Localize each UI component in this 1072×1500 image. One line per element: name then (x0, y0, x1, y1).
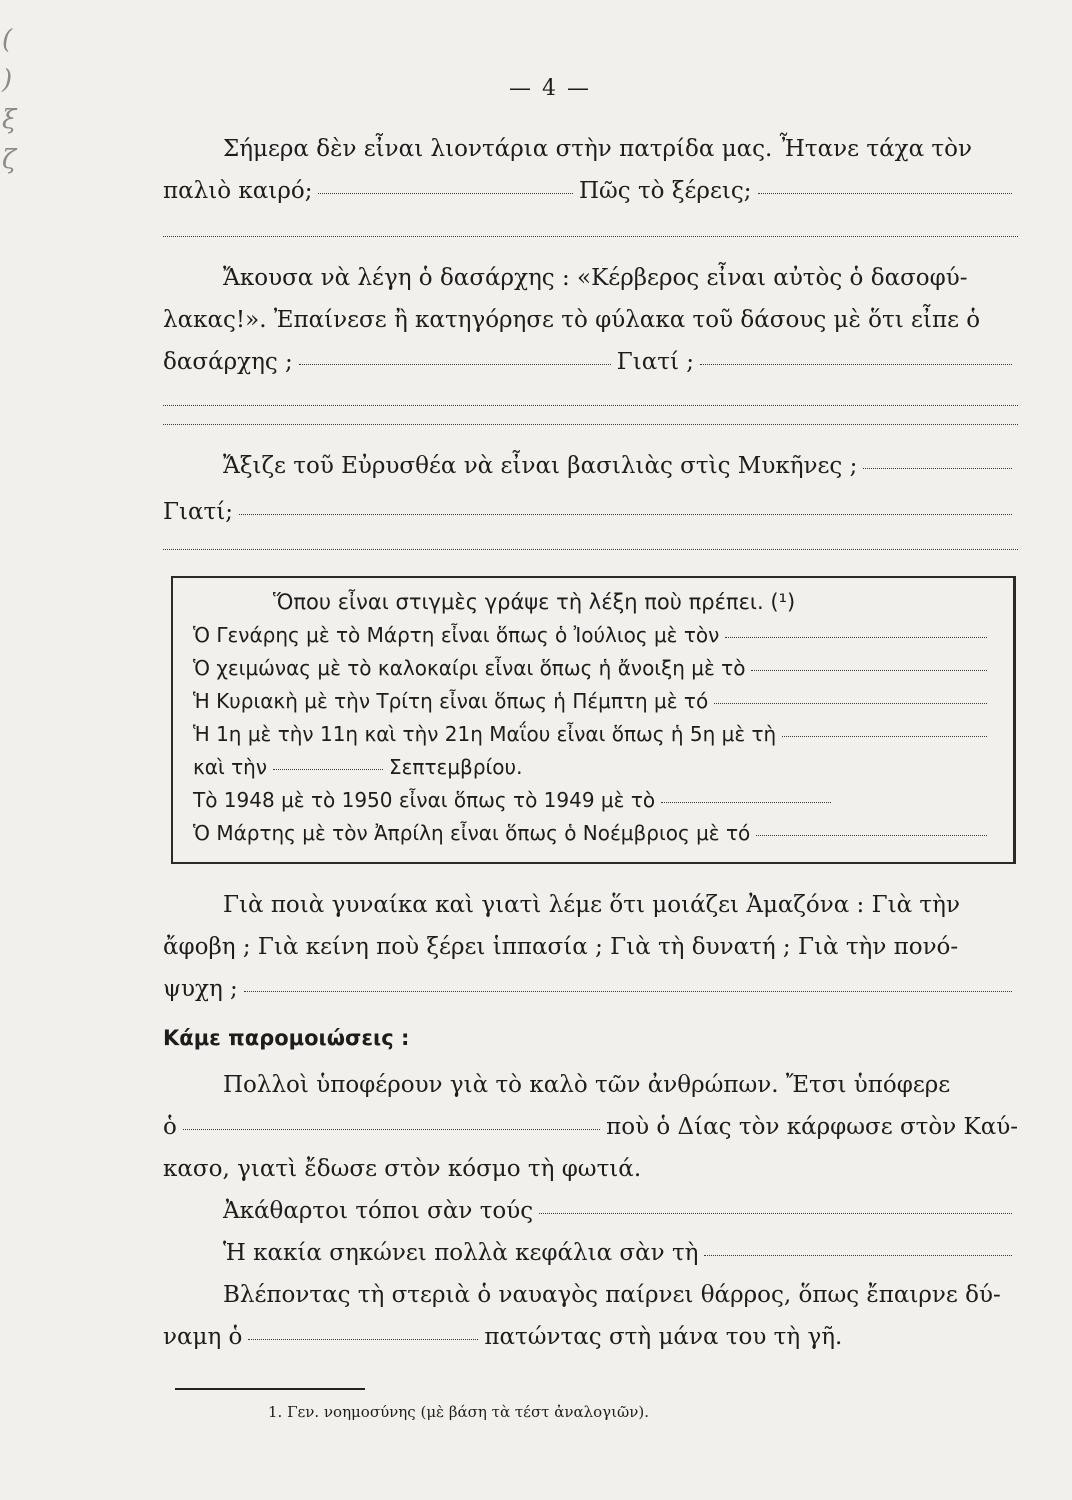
text-line (163, 1232, 1018, 1274)
answer-blank[interactable] (704, 1255, 1012, 1256)
text-line (163, 1106, 1018, 1148)
text-line (163, 299, 1018, 341)
answer-blank[interactable] (244, 991, 1012, 992)
question-text: ποὺ ὁ Δίας τὸν κάρφωσε στὸν Καύ- (606, 1114, 1018, 1140)
text-line (163, 341, 1018, 383)
analogy-box (171, 576, 1016, 864)
footnote-rule (175, 1388, 365, 1390)
section-heading: Κάμε παρομοιώσεις : (163, 1026, 410, 1050)
answer-blank[interactable] (714, 703, 987, 704)
question-text: Γιὰ ποιὰ γυναίκα καὶ γιατὶ λέμε ὅτι μοιάζει Ἀμαζόνα : Γιὰ τὴν (223, 892, 960, 918)
question-text: ὁ (163, 1114, 177, 1140)
question-text: Ἡ κακία σηκώνει πολλὰ κεφάλια σὰν τὴ (223, 1240, 699, 1266)
text-line (163, 257, 1018, 299)
box-row (193, 685, 993, 718)
answer-line[interactable] (163, 424, 1018, 425)
box-row-text: Ἡ 1η μὲ τὴν 11η καὶ τὴν 21η Μαΐου εἶναι ὅπως ἡ 5η μὲ τὴ (193, 722, 777, 746)
answer-blank[interactable] (751, 670, 987, 671)
question-text: Πολλοὶ ὑποφέρουν γιὰ τὸ καλὸ τῶν ἀνθρώπων. Ἔτσι ὑπόφερε (223, 1072, 951, 1098)
answer-blank[interactable] (700, 364, 1012, 365)
answer-blank[interactable] (299, 364, 611, 365)
question-text: Πῶς τὸ ξέρεις; (578, 178, 752, 204)
answer-blank[interactable] (863, 468, 1012, 469)
box-row-text: Ὁ Γενάρης μὲ τὸ Μάρτη εἶναι ὅπως ὁ Ἰούλιος μὲ τὸν (193, 623, 720, 647)
box-heading (193, 586, 993, 619)
question-text: Βλέποντας τὴ στεριὰ ὁ ναυαγὸς παίρνει θάρρος, ὅπως ἔπαιρνε δύ- (223, 1282, 1001, 1308)
margin-mark: ( (2, 25, 13, 55)
answer-line[interactable] (163, 549, 1018, 550)
text-line (163, 445, 1018, 487)
answer-blank[interactable] (239, 514, 1012, 515)
text-line (163, 491, 1018, 533)
text-line (163, 1190, 1018, 1232)
answer-line[interactable] (163, 405, 1018, 406)
answer-line[interactable] (163, 236, 1018, 237)
question-text: ναμη ὁ (163, 1324, 243, 1350)
box-heading-text: Ὅπου εἶναι στιγμὲς γράψε τὴ λέξη ποὺ πρέπει. (¹) (273, 590, 796, 614)
question-text: παλιὸ καιρό; (163, 178, 313, 204)
text-line (163, 1274, 1018, 1316)
text-line (163, 968, 1018, 1010)
page-content (163, 128, 1018, 1424)
box-row (193, 784, 993, 817)
page-number: — 4 — (509, 76, 591, 101)
box-row-text: Ὁ Μάρτης μὲ τὸν Ἀπρίλη εἶναι ὅπως ὁ Νοέμβριος μὲ τό (193, 821, 751, 845)
text-line (163, 128, 1018, 170)
box-row-text: καὶ τὴν (193, 755, 267, 779)
margin-mark: ξ (2, 105, 17, 135)
answer-blank[interactable] (756, 835, 987, 836)
text-line (163, 926, 1018, 968)
text-line (163, 1316, 1018, 1358)
answer-blank[interactable] (273, 769, 383, 770)
answer-blank[interactable] (248, 1339, 478, 1340)
answer-blank[interactable] (661, 802, 831, 803)
text-line (163, 1148, 1018, 1190)
question-text: πατώντας στὴ μάνα του τὴ γῆ. (484, 1324, 843, 1350)
answer-blank[interactable] (183, 1129, 600, 1130)
question-text: Ἀκάθαρτοι τόποι σὰν τούς (223, 1198, 534, 1224)
answer-blank[interactable] (758, 193, 1013, 194)
question-text: ψυχη ; (163, 976, 238, 1002)
question-text: Γιατί; (163, 499, 233, 525)
margin-mark: ) (2, 65, 13, 95)
question-text: ἄφοβη ; Γιὰ κείνη ποὺ ξέρει ἱππασία ; Γιὰ τὴ δυνατή ; Γιὰ τὴν πονό- (163, 934, 959, 960)
box-row (193, 718, 993, 751)
question-text: Ἄκουσα νὰ λέγη ὁ δασάρχης : «Κέρβερος εἶναι αὐτὸς ὁ δασοφύ- (223, 265, 968, 291)
text-line (163, 884, 1018, 926)
answer-blank[interactable] (725, 637, 987, 638)
box-row-text: Ὁ χειμώνας μὲ τὸ καλοκαίρι εἶναι ὅπως ἡ ἄνοιξη μὲ τὸ (193, 656, 746, 680)
box-row-text: Ἡ Κυριακὴ μὲ τὴν Τρίτη εἶναι ὅπως ἡ Πέμπτη μὲ τό (193, 689, 709, 713)
question-text: Σήμερα δὲν εἶναι λιοντάρια στὴν πατρίδα μας. Ἦτανε τάχα τὸν (223, 136, 972, 162)
box-row-text: Σεπτεμβρίου. (388, 755, 523, 779)
box-row (193, 751, 993, 784)
question-text: δασάρχης ; (163, 349, 293, 375)
text-line (163, 170, 1018, 212)
question-text: λακας!». Ἐπαίνεσε ἢ κατηγόρησε τὸ φύλακα τοῦ δάσους μὲ ὅτι εἶπε ὁ (163, 307, 981, 333)
question-text: Ἄξιζε τοῦ Εὐρυσθέα νὰ εἶναι βασιλιὰς στὶς Μυκῆνες ; (223, 453, 858, 479)
answer-blank[interactable] (539, 1213, 1012, 1214)
text-line (163, 1064, 1018, 1106)
box-row (193, 817, 993, 850)
box-row-text: Τὸ 1948 μὲ τὸ 1950 εἶναι ὅπως τὸ 1949 μὲ τὸ (193, 788, 656, 812)
box-row (193, 652, 993, 685)
answer-blank[interactable] (318, 193, 573, 194)
footnote: 1. Γεν. νοημοσύνης (μὲ βάση τὰ τέστ ἀναλογιῶν). (268, 1403, 649, 1421)
answer-blank[interactable] (782, 736, 987, 737)
question-text: Γιατί ; (616, 349, 695, 375)
margin-mark: ζ (2, 145, 17, 175)
question-text: κασο, γιατὶ ἔδωσε στὸν κόσμο τὴ φωτιά. (163, 1156, 642, 1182)
box-row (193, 619, 993, 652)
